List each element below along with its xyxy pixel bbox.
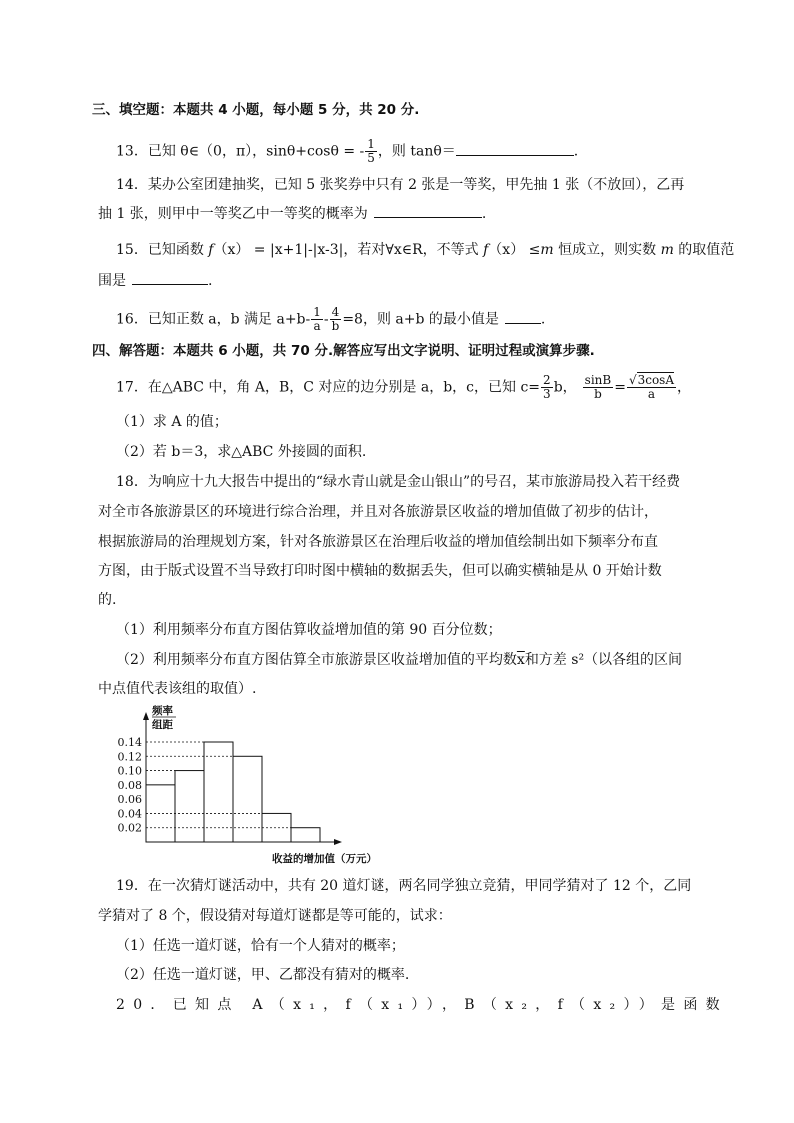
histogram-bar xyxy=(204,742,233,842)
q15-c: （x） ≤ xyxy=(488,242,541,258)
q13-text: 13．已知 θ∈（0，π），sinθ+cosθ = - xyxy=(116,143,365,160)
question-15-line1 xyxy=(116,240,734,260)
q17-text: 17．在△ABC 中，角 A，B，C 对应的边分别是 a，b，c，已知 c= xyxy=(116,379,541,396)
frequency-histogram xyxy=(110,702,430,870)
q17-fraction-3 xyxy=(627,374,676,401)
q15-b: （x） = |x+1|-|x-3|，若对∀x∈R，不等式 xyxy=(213,242,484,258)
y-tick-label: 0.14 xyxy=(117,736,142,749)
question-18-part2 xyxy=(116,650,682,670)
q17-eq: = xyxy=(614,379,626,396)
question-18-part1: （1）利用频率分布直方图估算收益增加值的第 90 百分位数； xyxy=(116,622,502,638)
q18-p2b: 和方差 s²（以各组的区间 xyxy=(524,652,683,668)
q17-mid: b， xyxy=(553,379,577,396)
x-axis-label: 收益的增加值（万元） xyxy=(272,853,377,865)
question-19-line2: 学猜对了 8 个，假设猜对每道灯谜都是等可能的，试求： xyxy=(98,908,452,924)
q16-end: . xyxy=(540,311,546,328)
q14-line2-text: 抽 1 张，则甲中一等奖乙中一等奖的概率为 xyxy=(98,206,368,222)
section-4-title: 四、解答题：本题共 6 小题，共 70 分.解答应写出文字说明、证明过程或演算步骤. xyxy=(92,343,595,359)
question-18-line5: 的. xyxy=(98,592,117,608)
q18-p2a: （2）利用频率分布直方图估算全市旅游景区收益增加值的平均数 xyxy=(116,652,517,668)
q16-answer-blank[interactable] xyxy=(505,309,541,324)
q13-fraction xyxy=(365,138,377,165)
question-13 xyxy=(116,138,578,165)
q15-m: m xyxy=(540,242,554,258)
section-3-title: 三、填空题：本题共 4 小题，每小题 5 分，共 20 分. xyxy=(92,102,420,118)
q16-n2: 4 xyxy=(330,306,342,320)
q16-fraction-2 xyxy=(330,306,342,333)
sqrt-sign: √ xyxy=(628,373,637,387)
q15-e: 的取值范 xyxy=(673,242,735,258)
q18-mean-symbol: $\overline{x}$ xyxy=(516,652,525,668)
q15-m2: m xyxy=(660,242,674,258)
question-19-part1: （1）任选一道灯谜，恰有一个人猜对的概率； xyxy=(116,938,405,954)
q13-num: 1 xyxy=(367,137,375,151)
question-18-line2: 对全市各旅游景区的环境进行综合治理，并且对各旅游景区收益的增加值做了初步的估计， xyxy=(98,504,658,520)
question-17 xyxy=(116,374,691,401)
question-20: 20．已知点 A（x₁，f（x₁）），B（x₂，f（x₂））是函数 xyxy=(116,997,728,1013)
y-axis-label-bottom: 组距 xyxy=(152,719,173,731)
q16-fraction-1 xyxy=(311,306,323,333)
q16-suffix: =8，则 a+b 的最小值是 xyxy=(342,311,499,328)
q15-f2: f xyxy=(483,242,489,258)
y-axis-arrow xyxy=(143,712,149,720)
question-18-part2-line2: 中点值代表该组的取值）. xyxy=(98,681,257,697)
q15-line2-text: 围是 xyxy=(98,273,126,289)
q16-text: 16．已知正数 a，b 满足 a+b- xyxy=(116,311,311,328)
question-18-line3: 根据旅游局的治理规划方案，针对各旅游景区在治理后收益的增加值绘制出如下频率分布直 xyxy=(98,534,658,550)
histogram-bar xyxy=(233,756,262,842)
q15-d: 恒成立，则实数 xyxy=(553,242,661,258)
q17-fraction-1 xyxy=(541,374,553,401)
q15-end: . xyxy=(208,273,213,289)
q16-n1: 1 xyxy=(313,305,321,319)
q17-d3: a xyxy=(647,387,656,401)
question-14-line1: 14．某办公室团建抽奖，已知 5 张奖券中只有 2 张是一等奖，甲先抽 1 张（不放回），乙再 xyxy=(116,177,685,193)
question-15-line2 xyxy=(98,270,212,291)
question-14-line2 xyxy=(98,203,486,224)
question-19-line1: 19．在一次猜灯谜活动中，共有 20 道灯谜，两名同学独立竞猜，甲同学猜对了 12 个，乙同 xyxy=(116,878,692,894)
q16-d1: a xyxy=(313,319,321,333)
q14-answer-blank[interactable] xyxy=(374,203,482,218)
y-tick-label: 0.06 xyxy=(117,793,142,807)
q17-end: ， xyxy=(677,379,691,396)
q15-a: 15．已知函数 xyxy=(116,242,209,258)
q16-d2: b xyxy=(331,319,340,333)
y-tick-label: 0.08 xyxy=(117,778,142,792)
y-tick-label: 0.12 xyxy=(117,750,142,764)
q17-n3: 3cosA xyxy=(637,373,674,387)
q13-answer-blank[interactable] xyxy=(456,141,574,156)
q15-answer-blank[interactable] xyxy=(132,270,208,285)
histogram-bar xyxy=(291,828,320,842)
q13-den: 5 xyxy=(367,151,375,165)
q17-d1: 3 xyxy=(543,387,551,401)
question-16 xyxy=(116,306,545,333)
question-18-line4: 方图，由于版式设置不当导致打印时图中横轴的数据丢失，但可以确实横轴是从 0 开始计数 xyxy=(98,563,662,579)
q15-f: f xyxy=(208,242,214,258)
question-17-part1: （1）求 A 的值； xyxy=(116,414,228,430)
q17-fraction-2 xyxy=(583,374,614,401)
y-tick-label: 0.02 xyxy=(117,821,142,835)
question-18-line1: 18．为响应十九大报告中提出的“绿水青山就是金山银山”的号召，某市旅游局投入若干经费 xyxy=(116,474,681,490)
question-19-part2: （2）任选一道灯谜，甲、乙都没有猜对的概率. xyxy=(116,967,410,983)
x-axis-arrow xyxy=(334,839,342,845)
q17-n3-wrap xyxy=(627,374,676,388)
question-17-part2: （2）若 b＝3，求△ABC 外接圆的面积. xyxy=(116,444,367,460)
y-tick-label: 0.10 xyxy=(117,764,142,778)
q17-n1: 2 xyxy=(543,373,551,387)
q13-end: . xyxy=(573,143,579,160)
y-axis-label-top: 频率 xyxy=(152,705,173,717)
q14-end: . xyxy=(481,206,487,222)
q17-n2: sinB xyxy=(584,373,612,387)
q16-minus: - xyxy=(323,311,329,328)
q17-d2: b xyxy=(594,387,602,401)
histogram-bar xyxy=(175,771,204,842)
q13-suffix: ，则 tanθ＝ xyxy=(377,143,456,160)
y-tick-label: 0.04 xyxy=(117,807,142,821)
